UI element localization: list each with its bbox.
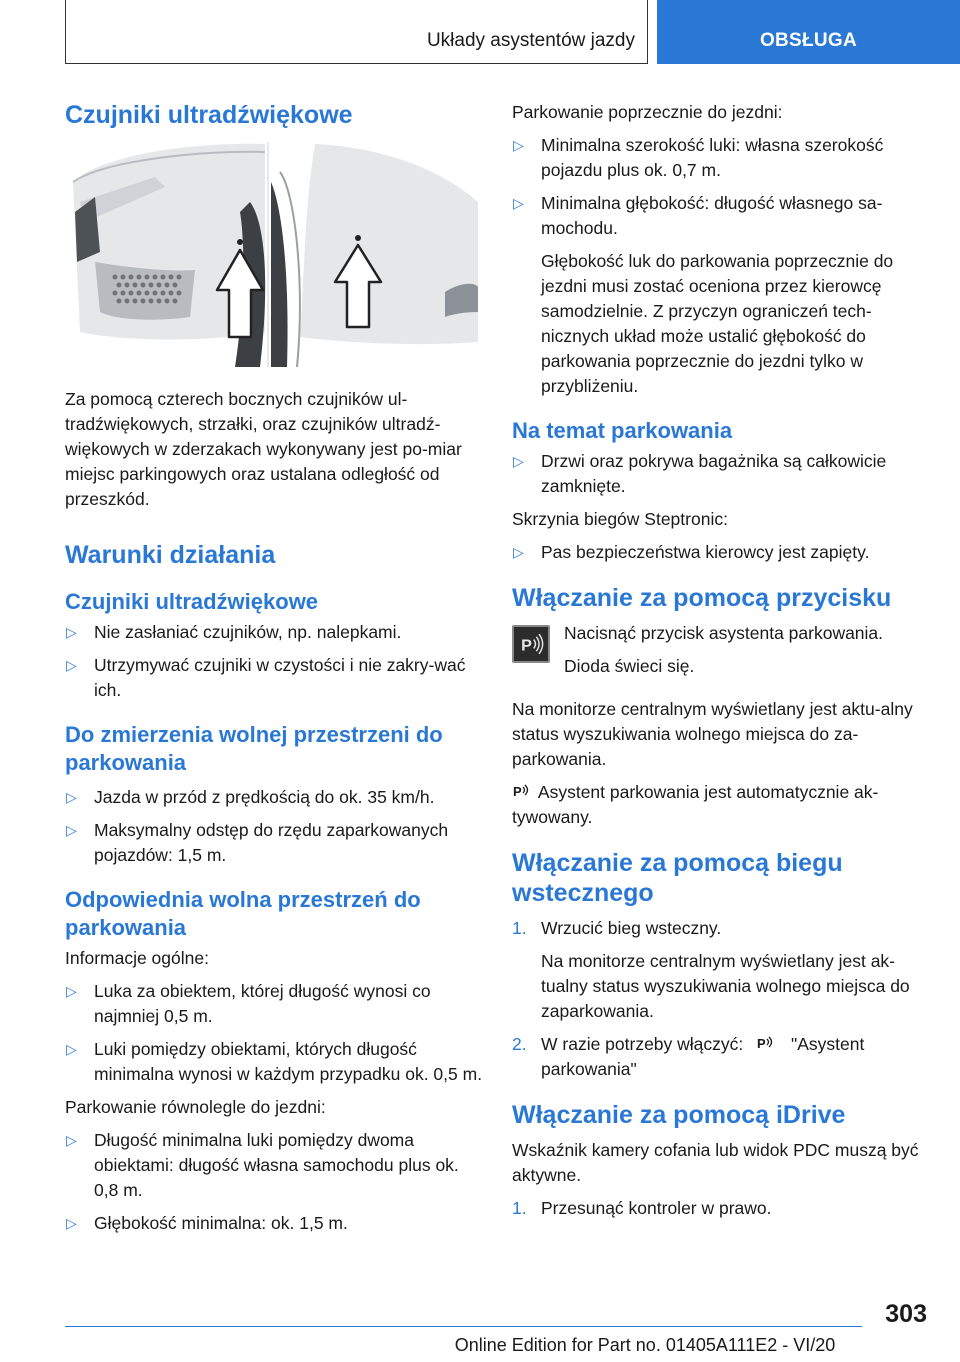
idrive-paragraph: Wskaźnik kamery cofania lub widok PDC muszą być aktywne.: [512, 1140, 919, 1185]
list-item: 1. Przesunąć kontroler w prawo.: [512, 1196, 932, 1221]
heading-about-parking: Na temat parkowania: [512, 418, 733, 443]
page-number: 303: [885, 1300, 927, 1328]
list-item: ▷ Utrzymywać czujniki w czystości i nie zakry-wać ich.: [66, 655, 466, 700]
triangle-bullet-icon: ▷: [513, 137, 524, 153]
list-item: ▷ Nie zasłaniać czujników, np. nalepkami.: [65, 620, 483, 645]
reverse-steps: [512, 916, 932, 1082]
chapter-title: Układy asystentów jazdy: [426, 30, 635, 51]
heading-conditions: Warunki działania: [65, 541, 276, 569]
list-item: ▷ Głębokość minimalna: ok. 1,5 m.: [65, 1211, 483, 1236]
subheading-measure: Do zmierzenia wolnej przestrzeni do parkowania: [65, 722, 443, 775]
right-column: [512, 100, 932, 1221]
header-chapter-box: [65, 0, 648, 64]
list-item: ▷ Drzwi oraz pokrywa bagażnika są całkowicie zamknięte.: [513, 451, 887, 496]
step-number: 1.: [512, 918, 527, 938]
parallel-list: [65, 1128, 483, 1236]
triangle-bullet-icon: ▷: [513, 544, 524, 560]
triangle-bullet-icon: ▷: [66, 657, 77, 673]
left-column: [65, 100, 483, 1236]
list-item: ▷ Luka za obiektem, której długość wynosi co najmniej 0,5 m.: [66, 981, 431, 1026]
intro-paragraph: Za pomocą czterech bocznych czujników ul-tradźwiękowych, strzałki, oraz czujników ultradź-więkowych w zderzakach wykonywany jest po-miar miejsc parkingowych oraz ustalana odległość od przeszkód.: [65, 389, 462, 509]
subheading-space: Odpowiednia wolna przestrzeń do parkowania: [65, 887, 421, 940]
general-label: Informacje ogólne:: [65, 948, 209, 968]
list-item: 2. W razie potrzeby włączyć: P "Asystent parkowania": [512, 1034, 865, 1079]
footer-divider: [65, 1326, 862, 1327]
parking-assist-button-icon: [512, 625, 550, 663]
list-item: ▷ Luki pomiędzy obiektami, których długość minimalna wynosi w każdym przypadku ok. 0,5 m.: [66, 1039, 483, 1084]
heading-idrive: Włączanie za pomocą iDrive: [512, 1101, 846, 1129]
idrive-steps: [512, 1196, 932, 1221]
subheading-sensors: Czujniki ultradźwiękowe: [65, 589, 319, 614]
svg-text:P: P: [521, 636, 532, 655]
step-number: 1.: [512, 1198, 527, 1218]
parallel-label: Parkowanie równolegle do jezdni:: [65, 1097, 326, 1117]
list-item: ▷ Minimalna głębokość: długość własnego sa-mochodu.: [513, 193, 883, 238]
steptronic-label: Skrzynia biegów Steptronic:: [512, 509, 728, 529]
list-item: ▷ Minimalna szerokość luki: własna szerokość pojazdu plus ok. 0,7 m.: [513, 135, 884, 180]
svg-text:P: P: [513, 784, 522, 799]
sensors-list: [65, 620, 483, 703]
button-line-2: Dioda świeci się.: [564, 656, 695, 676]
svg-text:P: P: [757, 1036, 766, 1051]
list-item: ▷ Jazda w przód z prędkością do ok. 35 km/h.: [65, 785, 483, 810]
steptronic-list: [512, 540, 932, 565]
step-sub: Na monitorze centralnym wyświetlany jest ak-tualny status wyszukiwania wolnego miejsca do zaparkowania.: [541, 951, 910, 1021]
list-item: ▷ Maksymalny odstęp do rzędu zaparkowanych pojazdów: 1,5 m.: [66, 820, 449, 865]
edition-footer: Online Edition for Part no. 01405A111E2 - VI/20: [454, 1335, 836, 1355]
monitor-paragraph: Na monitorze centralnym wyświetlany jest aktu-alny status wyszukiwania wolnego miejsca do za-parkowania.: [512, 699, 913, 769]
triangle-bullet-icon: ▷: [66, 822, 77, 838]
button-instruction: [512, 621, 932, 679]
triangle-bullet-icon: ▷: [513, 195, 524, 211]
parking-assist-icon: [756, 1033, 778, 1053]
step-number: 2.: [512, 1034, 527, 1054]
triangle-bullet-icon: ▷: [513, 453, 524, 469]
perp-note: Głębokość luk do parkowania poprzecznie do jezdni musi zostać oceniona przez kierowcę samodzielnie. Z przyczyn ograniczeń tech-nicznych układ może ustalić głębokość do parkowania poprzecznie do jezdni tylko w przybliżeniu.: [541, 251, 894, 396]
list-item: ▷ Długość minimalna luki pomiędzy dwoma obiektami: długość własna samochodu plus ok. 0,8 m.: [66, 1130, 459, 1200]
measure-list: [65, 785, 483, 868]
heading-sensors: Czujniki ultradźwiękowe: [65, 101, 353, 129]
list-item: ▷ Pas bezpieczeństwa kierowcy jest zapięty.: [512, 540, 932, 565]
heading-reverse: Włączanie za pomocą biegu wstecznego: [512, 849, 843, 907]
list-item: 1. Wrzucić bieg wsteczny. Na monitorze centralnym wyświetlany jest ak-tualny status wyszukiwania wolnego miejsca do zaparkowania.: [512, 916, 932, 1024]
parking-assist-icon: [512, 781, 534, 801]
triangle-bullet-icon: ▷: [66, 983, 77, 999]
heading-button: Włączanie za pomocą przycisku: [512, 584, 892, 612]
general-list: [65, 979, 483, 1087]
triangle-bullet-icon: ▷: [66, 624, 77, 640]
triangle-bullet-icon: ▷: [66, 1215, 77, 1231]
about-list: [512, 449, 932, 499]
triangle-bullet-icon: ▷: [66, 1132, 77, 1148]
perp-list: [512, 133, 932, 241]
auto-paragraph: P Asystent parkowania jest automatycznie ak-tywowany.: [512, 782, 879, 827]
triangle-bullet-icon: ▷: [66, 789, 77, 805]
perp-label: Parkowanie poprzecznie do jezdni:: [512, 102, 783, 122]
car-sensors-illustration: [65, 142, 478, 367]
button-line-1: Nacisnąć przycisk asystenta parkowania.: [564, 623, 884, 643]
section-tab[interactable]: OBSŁUGA: [657, 0, 960, 64]
triangle-bullet-icon: ▷: [66, 1041, 77, 1057]
